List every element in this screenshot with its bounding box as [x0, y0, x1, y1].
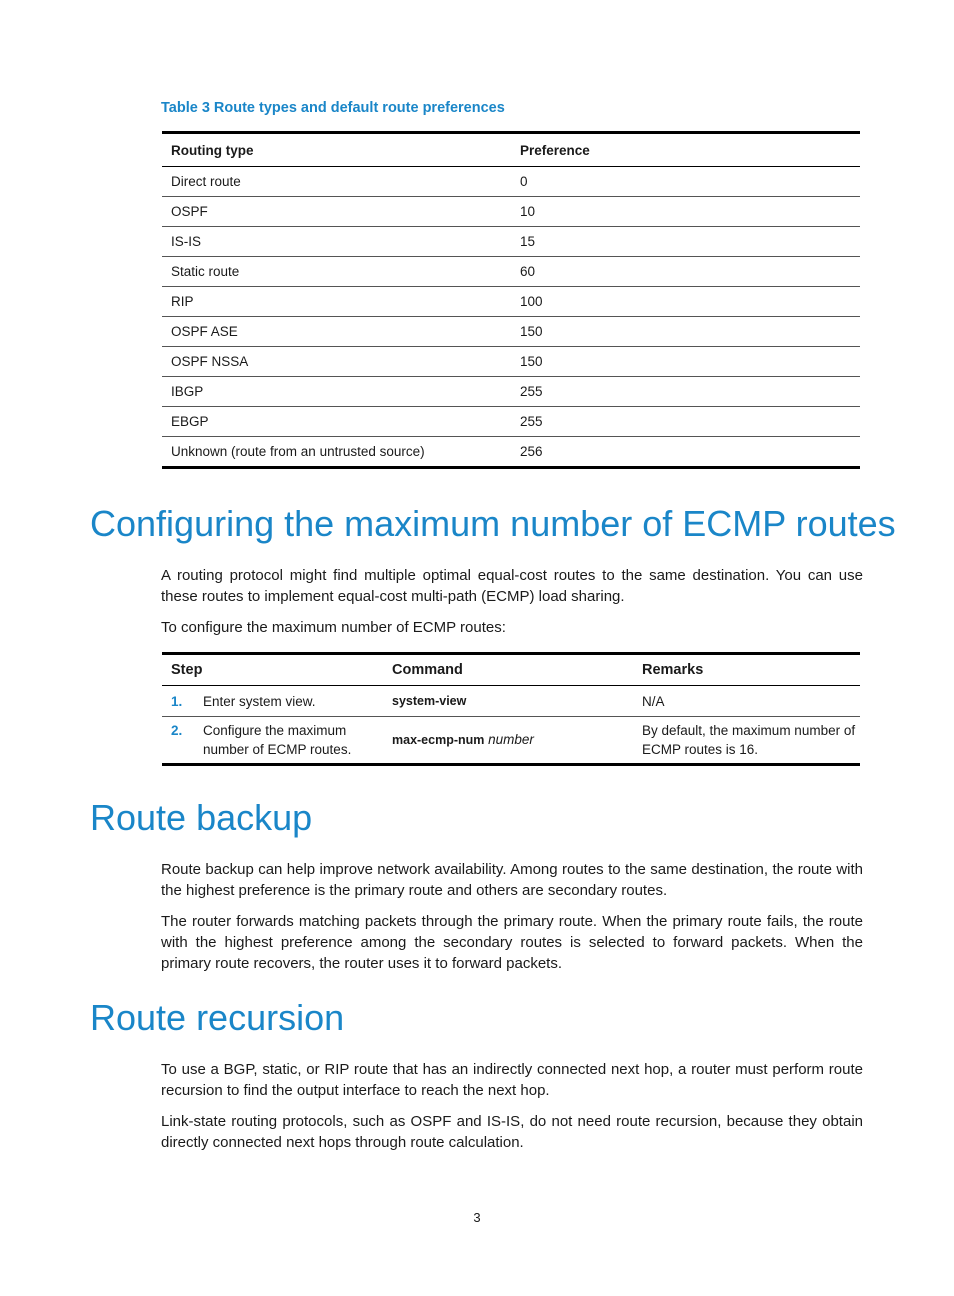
- column-header-routing-type: Routing type: [162, 133, 511, 167]
- table-row: [162, 437, 860, 468]
- preference-cell: 100: [511, 287, 860, 317]
- step-number: 2.: [171, 723, 183, 738]
- column-header-step: Step: [162, 654, 383, 686]
- page-number: 3: [473, 1210, 481, 1225]
- backup-paragraph-1: Route backup can help improve network availability. Among routes to the same destination, the route with the highest preference is the primary route and others are secondary routes.: [161, 861, 863, 899]
- routing-type-cell: EBGP: [162, 407, 511, 437]
- remarks-cell: By default, the maximum number of ECMP routes is 16.: [633, 717, 860, 765]
- table-row: [162, 686, 860, 717]
- step-cell: [162, 686, 383, 717]
- command-keyword: max-ecmp-num: [392, 733, 485, 747]
- table-row: [162, 197, 860, 227]
- table-row: [162, 377, 860, 407]
- route-preference-table: [162, 131, 860, 469]
- routing-type-cell: Direct route: [162, 167, 511, 197]
- ecmp-paragraph-2: To configure the maximum number of ECMP routes:: [161, 619, 506, 636]
- preference-cell: 255: [511, 377, 860, 407]
- preference-cell: 150: [511, 347, 860, 377]
- preference-cell: 256: [511, 437, 860, 468]
- heading-ecmp: Configuring the maximum number of ECMP routes: [90, 503, 896, 544]
- preference-cell: 15: [511, 227, 860, 257]
- ecmp-paragraph-1: A routing protocol might find multiple optimal equal-cost routes to the same destination. You can use these routes to implement equal-cost multi-path (ECMP) load sharing.: [161, 567, 863, 605]
- routing-type-cell: Static route: [162, 257, 511, 287]
- table-caption: Table 3 Route types and default route preferences: [161, 100, 505, 116]
- preference-cell: 255: [511, 407, 860, 437]
- remarks-cell: N/A: [633, 686, 860, 717]
- table-row: [162, 347, 860, 377]
- routing-type-cell: Unknown (route from an untrusted source): [162, 437, 511, 468]
- table-row: [162, 717, 860, 765]
- preference-cell: 10: [511, 197, 860, 227]
- routing-type-cell: OSPF ASE: [162, 317, 511, 347]
- command-cell: [383, 686, 633, 717]
- step-number: 1.: [171, 693, 183, 709]
- step-text: Enter system view.: [203, 693, 316, 709]
- preference-cell: 60: [511, 257, 860, 287]
- heading-route-backup: Route backup: [90, 797, 313, 838]
- backup-paragraph-2: The router forwards matching packets through the primary route. When the primary route fails, the route with the highest preference among the secondary routes is selected to forward packets. When the primary route recovers, the router uses it to forward packets.: [161, 913, 863, 972]
- routing-type-cell: IBGP: [162, 377, 511, 407]
- table-header-row: [162, 133, 860, 167]
- table-row: [162, 317, 860, 347]
- table-header-row: [162, 654, 860, 686]
- recursion-paragraph-1: To use a BGP, static, or RIP route that has an indirectly connected next hop, a router must perform route recursion to find the output interface to reach the next hop.: [161, 1061, 863, 1099]
- column-header-preference: Preference: [511, 133, 860, 167]
- command-keyword: system-view: [392, 694, 467, 708]
- preference-cell: 150: [511, 317, 860, 347]
- routing-type-cell: IS-IS: [162, 227, 511, 257]
- table-row: [162, 167, 860, 197]
- command-argument: number: [488, 732, 534, 747]
- routing-type-cell: RIP: [162, 287, 511, 317]
- column-header-remarks: Remarks: [633, 654, 860, 686]
- table-row: [162, 257, 860, 287]
- step-text: Configure the maximum number of ECMP routes.: [203, 723, 352, 757]
- table-row: [162, 407, 860, 437]
- routing-type-cell: OSPF NSSA: [162, 347, 511, 377]
- command-cell: [383, 717, 633, 765]
- ecmp-config-table: [162, 652, 860, 766]
- table-row: [162, 227, 860, 257]
- preference-cell: 0: [511, 167, 860, 197]
- recursion-paragraph-2: Link-state routing protocols, such as OSPF and IS-IS, do not need route recursion, because they obtain directly connected next hops through route calculation.: [161, 1113, 863, 1151]
- step-cell: [162, 717, 383, 765]
- column-header-command: Command: [383, 654, 633, 686]
- routing-type-cell: OSPF: [162, 197, 511, 227]
- table-row: [162, 287, 860, 317]
- heading-route-recursion: Route recursion: [90, 997, 345, 1038]
